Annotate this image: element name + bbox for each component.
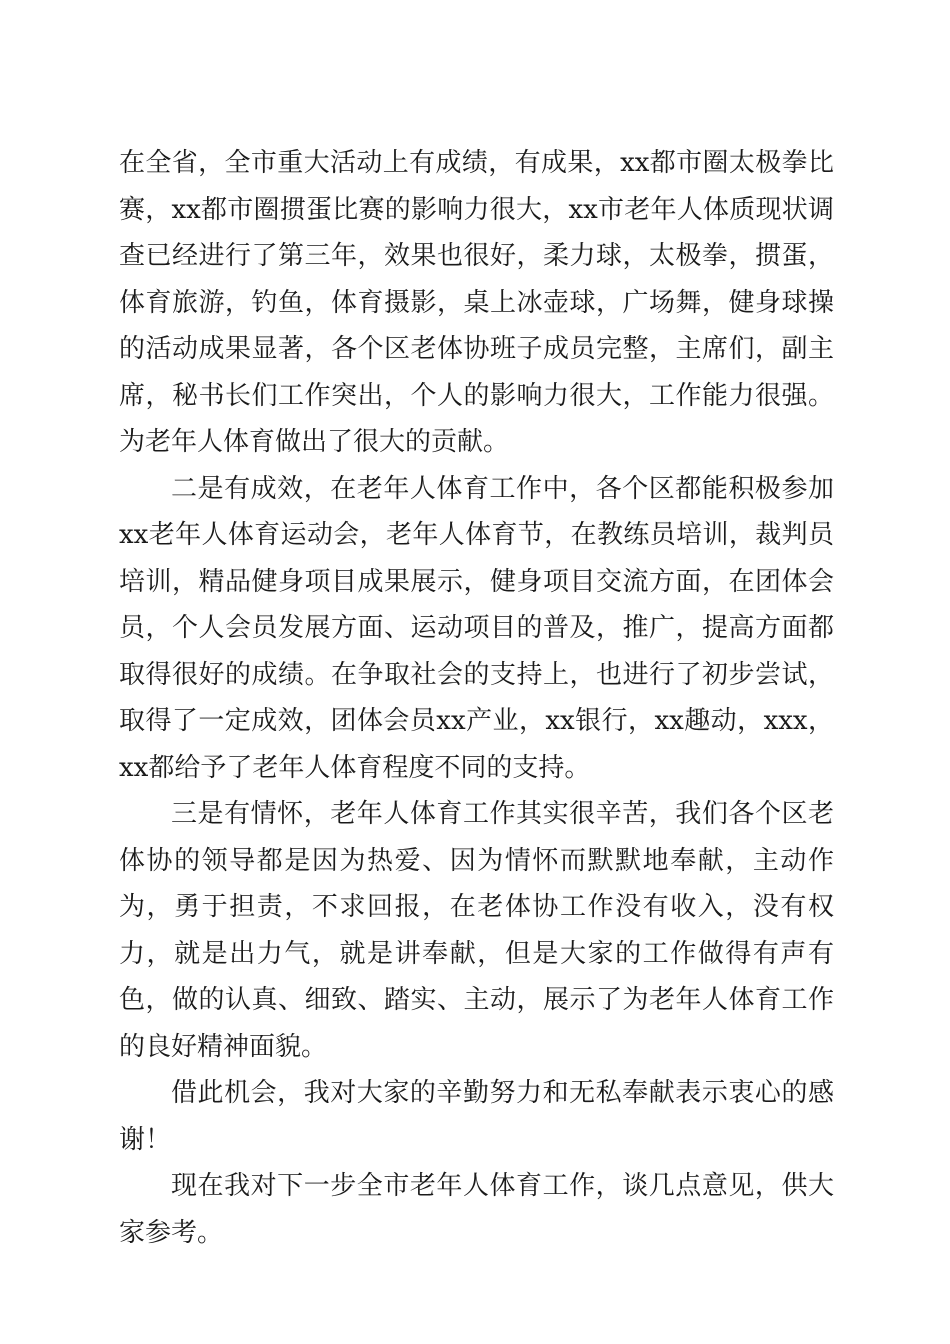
document-body [119, 140, 834, 1256]
paragraph-thanks: 借此机会，我对大家的辛勤努力和无私奉献表示衷心的感谢！ [119, 1078, 834, 1155]
paragraph-effectiveness: 二是有成效，在老年人体育工作中，各个区都能积极参加xx老年人体育运动会，老年人体育节，在教练员培训，裁判员培训，精品健身项目成果展示，健身项目交流方面，在团体会员，个人会员发展方面、运动项目的普及，推广，提高方面都取得很好的成绩。在争取社会的支持上，也进行了初步尝试，取得了一定成效，团体会员xx产业，xx银行，xx趣动，xxx，xx都给予了老年人体育程度不同的支持。 [119, 473, 834, 783]
paragraph-dedication: 三是有情怀，老年人体育工作其实很辛苦，我们各个区老体协的领导都是因为热爱、因为情怀而默默地奉献，主动作为，勇于担责，不求回报，在老体协工作没有收入，没有权力，就是出力气，就是讲奉献，但是大家的工作做得有声有色，做的认真、细致、踏实、主动，展示了为老年人体育工作的良好精神面貌。 [119, 799, 834, 1062]
paragraph-opinions-intro: 现在我对下一步全市老年人体育工作，谈几点意见，供大家参考。 [119, 1171, 834, 1248]
paragraph-achievements: 在全省，全市重大活动上有成绩，有成果，xx都市圈太极拳比赛，xx都市圈掼蛋比赛的影响力很大，xx市老年人体质现状调查已经进行了第三年，效果也很好，柔力球，太极拳，掼蛋，体育旅游，钓鱼，体育摄影，桌上冰壶球，广场舞，健身球操的活动成果显著，各个区老体协班子成员完整，主席们，副主席，秘书长们工作突出，个人的影响力很大，工作能力很强。为老年人体育做出了很大的贡献。 [119, 148, 834, 457]
